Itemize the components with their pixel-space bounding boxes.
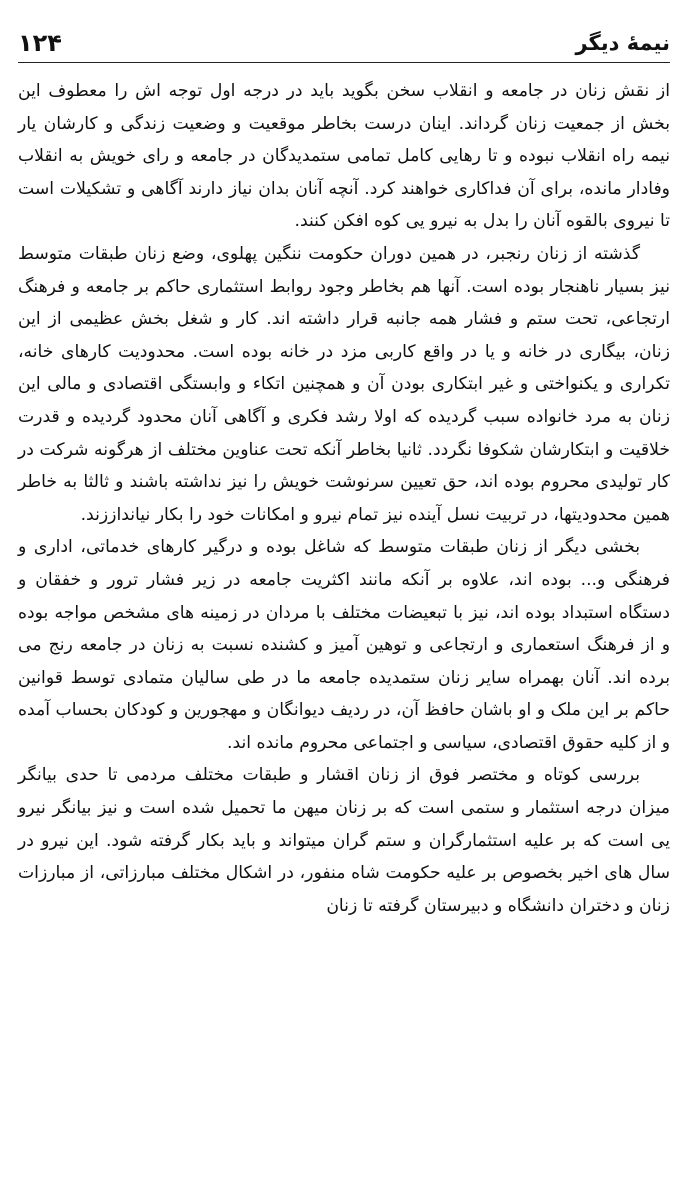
paragraph-1: از نقش زنان در جامعه و انقلاب سخن بگوید باید در درجه اول توجه اش را معطوف این بخش از جمعیت زنان گرداند. اینان درست بخاطر موقعیت و وضعیت زندگی و کارشان یار نیمه راه انقلاب نبوده و تا رهایی کامل تمامی ستمدیدگان در جامعه و رای خویش به انقلاب وفادار مانده، برای آن فداکاری خواهند کرد. آنچه آنان بدان نیاز دارند آگاهی و تشکیلات است تا نیروی بالقوه آنان را بدل به نیرو یی کوه افکن کنند.	[18, 81, 670, 232]
body-text	[18, 75, 670, 922]
page-header	[18, 24, 670, 63]
page-number: ۱۲۴	[18, 29, 62, 57]
paragraph-3: بخشی دیگر از زنان طبقات متوسط که شاغل بوده و درگیر کارهای خدماتی، اداری و فرهنگی و... بوده اند، علاوه بر آنکه مانند اکثریت جامعه در زیر فشار ترور و خفقان و دستگاه استبداد بوده اند، نیز با تبعیضات مختلف با مردان در زمینه های مشخص مواجه بوده و از فرهنگ استعماری و ارتجاعی و توهین آمیز و کشنده نسبت به زنان در جامعه رنج می برده اند. آنان بهمراه سایر زنان ستمدیده جامعه ما در طی سالیان متمادی توسط قوانین حاکم بر این ملک و او باشان حافظ آن، در ردیف دیوانگان و مهجورین و کودکان بحساب آمده و از کلیه حقوق اقتصادی، سیاسی و اجتماعی محروم مانده اند.	[18, 537, 670, 753]
paragraph-2: گذشته از زنان رنجبر، در همین دوران حکومت ننگین پهلوی، وضع زنان طبقات متوسط نیز بسیار ناهنجار بوده است. آنها هم بخاطر وجود روابط استثماری حاکم بر جامعه و فرهنگ ارتجاعی، تحت ستم و فشار همه جانبه قرار داشته اند. کار و شغل بخش عظیمی از این زنان، بیگاری در خانه و یا در واقع کاربی مزد در خانه بوده است. محدودیت کارهای خانه، تکراری و یکنواختی و غیر ابتکاری بودن آن و همچنین اتکاء و وابستگی اقتصادی و مالی این زنان به مرد خانواده سبب گردیده که اولا رشد فکری و آگاهی آنان محدود گردیده و قدرت خلاقیت و ابتکارشان شکوفا نگردد. ثانیا بخاطر آنکه تحت عناوین مختلف از هرگونه شرکت در کار تولیدی محروم بوده اند، حق تعیین سرنوشت خویش را نیز نداشته باشند و ثالثا به خاطر همین محدودیتها، در تربیت نسل آینده نیز تمام نیرو و امکانات خود را بکار نیانداززند.	[18, 243, 670, 525]
running-title: نیمهٔ دیگر	[575, 31, 670, 55]
paragraph-4: بررسی کوتاه و مختصر فوق از زنان اقشار و طبقات مختلف مردمی تا حدی بیانگر میزان درجه استثمار و ستمی است که بر زنان میهن ما تحمیل شده است و نیز بیانگر نیرو یی است که بر علیه استثمارگران و ستم گران میتواند و باید بکار گرفته شود. این نیرو در سال های اخیر بخصوص بر علیه حکومت شاه منفور، در اشکال مختلف مبارزاتی، از مبارزات زنان و دختران دانشگاه و دبیرستان گرفته تا زنان	[18, 765, 670, 916]
